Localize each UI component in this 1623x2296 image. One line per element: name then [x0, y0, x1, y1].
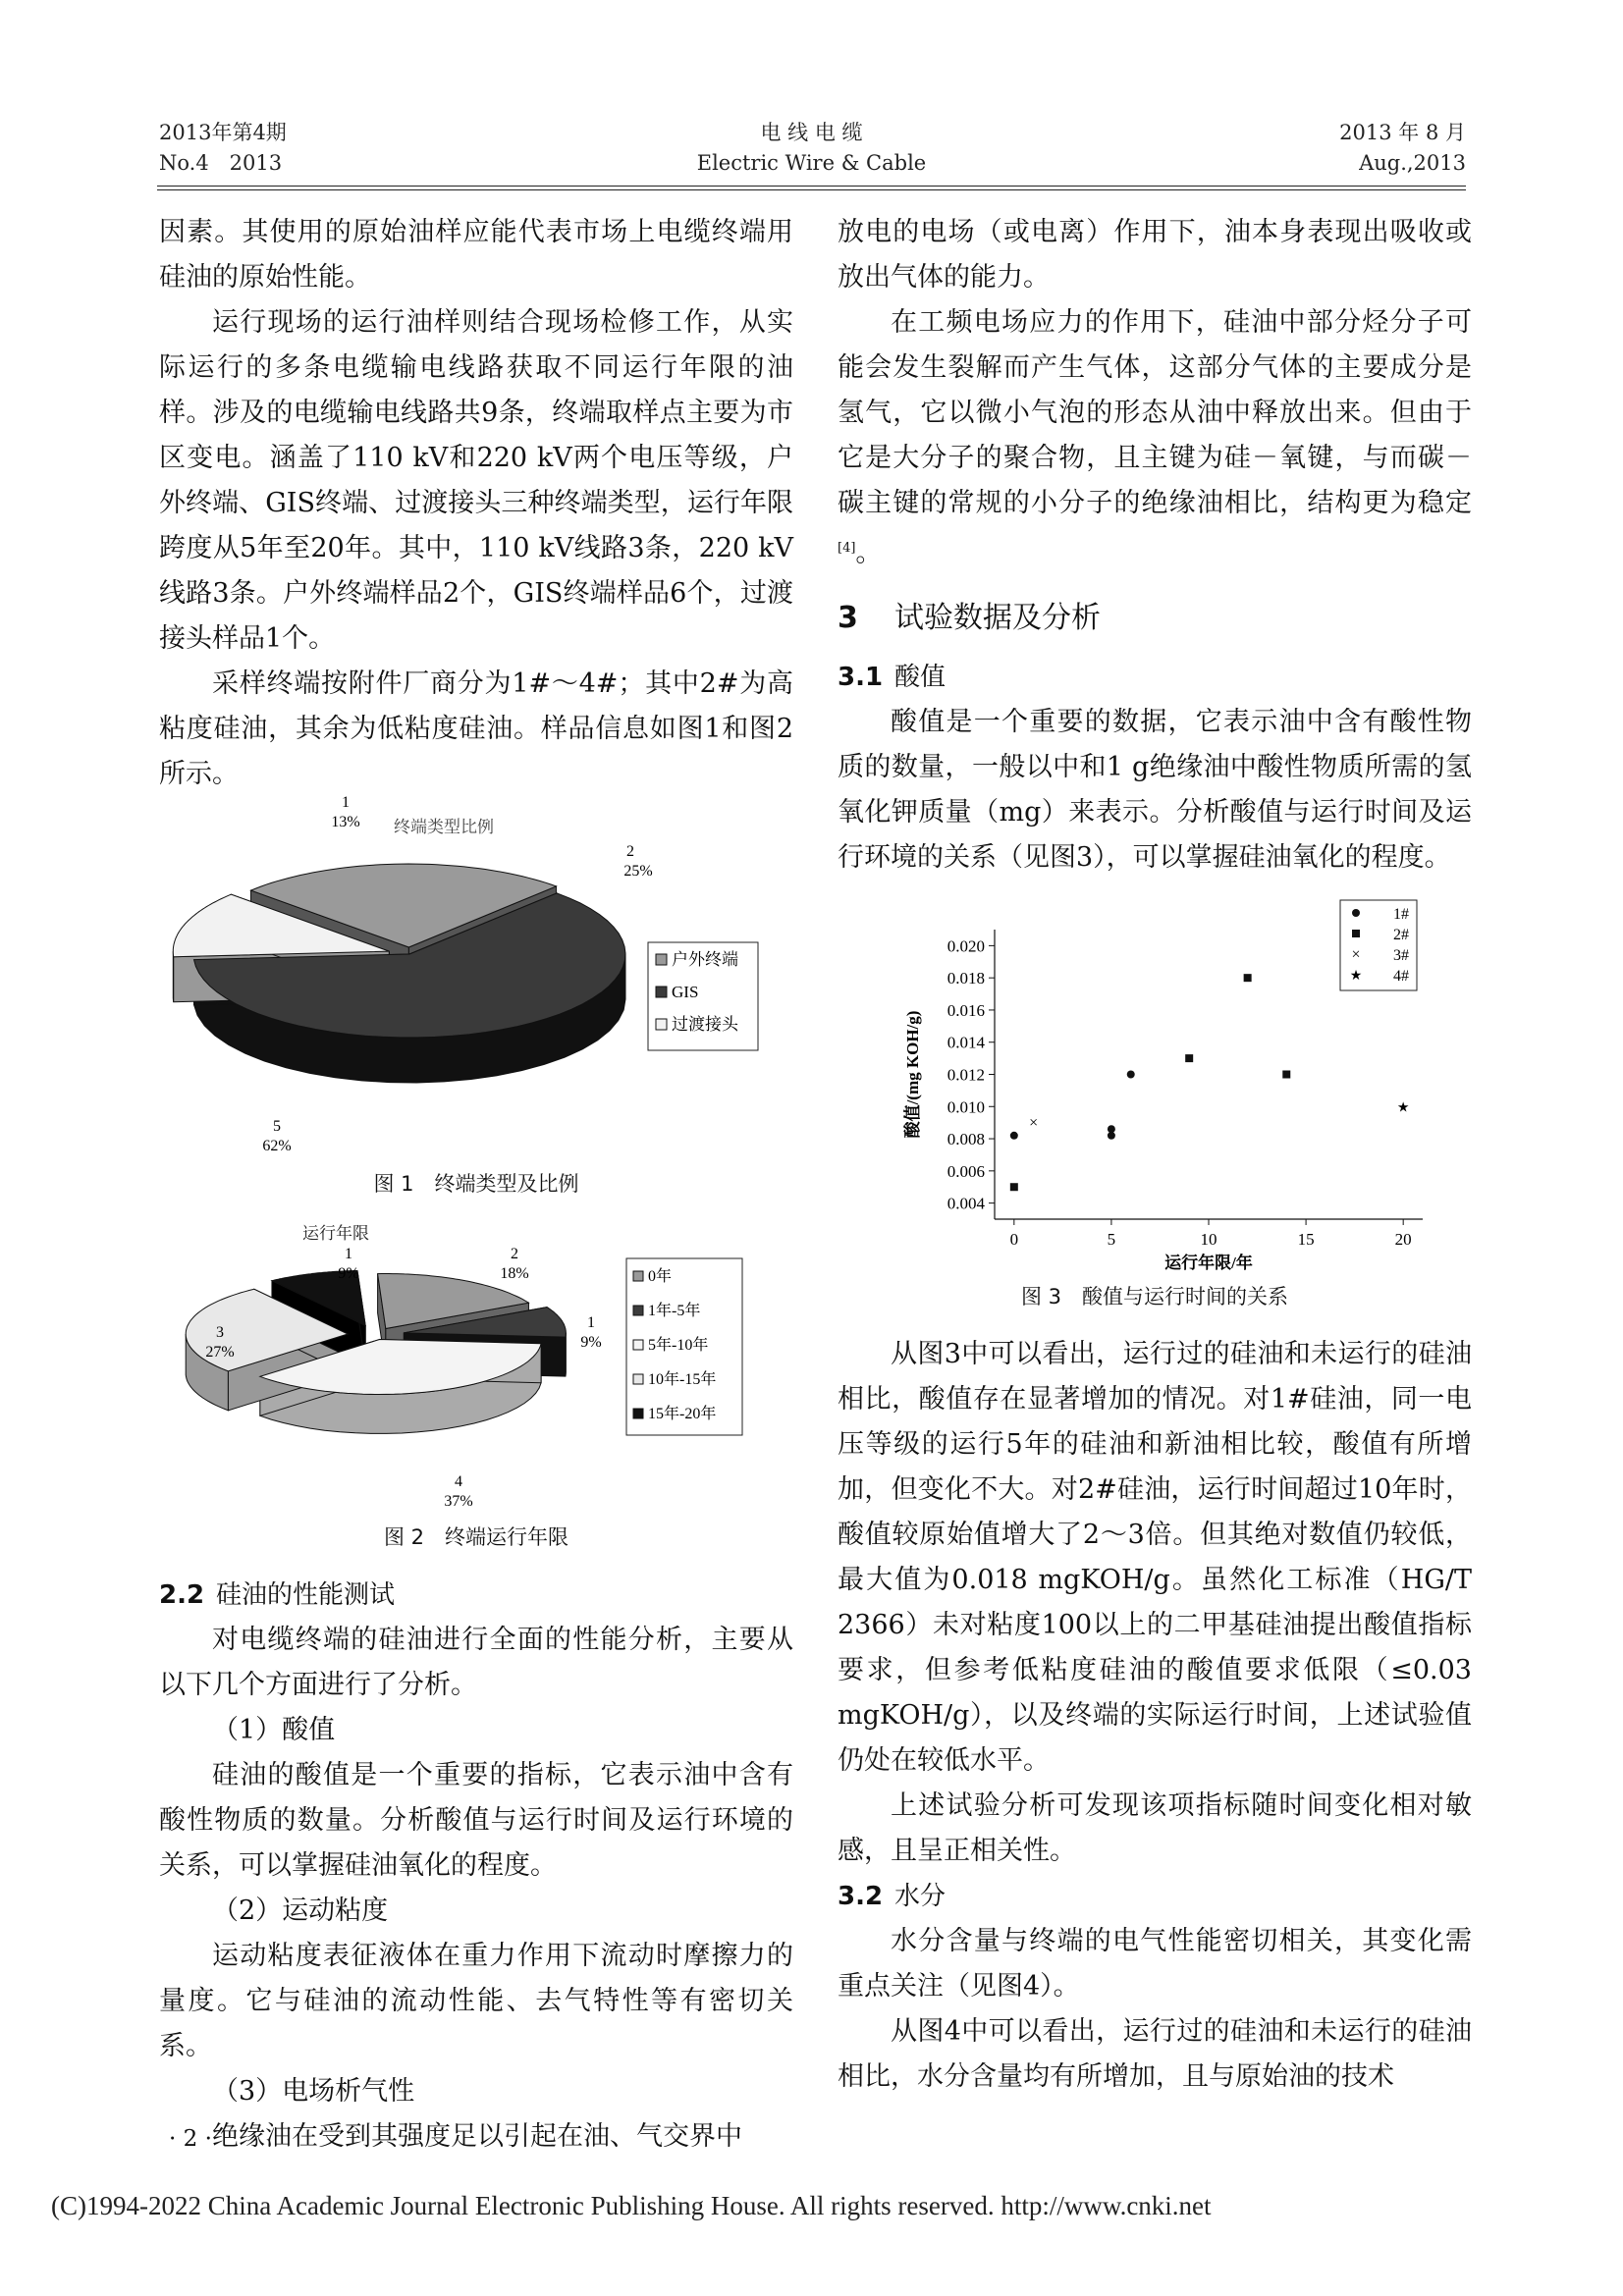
header-rule-bottom [157, 189, 1466, 190]
slice-label-percent: 9% [580, 1334, 602, 1351]
paragraph: 硅油的酸值是一个重要的指标，它表示油中含有酸性物质的数量。分析酸值与运行时间及运行环境的关系，可以掌握硅油氧化的程度。 [159, 1760, 793, 1881]
figure-1-caption: 图 1 终端类型及比例 [373, 1172, 579, 1196]
paragraph: 放电的电场（或电离）作用下，油本身表现出吸收或放出气体的能力。 [838, 217, 1472, 293]
slice-label-percent: 18% [500, 1265, 529, 1282]
x-axis-label: 运行年限/年 [1164, 1254, 1253, 1272]
slice-label-percent: 25% [623, 863, 653, 880]
figure-2-caption: 图 2 终端运行年限 [383, 1525, 569, 1549]
paragraph: 酸值是一个重要的数据，它表示油中含有酸性物质的数量，一般以中和1 g绝缘油中酸性物质所需的氢氧化钾质量（mg）来表示。分析酸值与运行时间及运行环境的关系（见图3），可以掌握硅油氧化的程度。 [838, 707, 1472, 873]
legend-swatch [633, 1374, 643, 1384]
paragraph: 水分含量与终端的电气性能密切相关，其变化需重点关注（见图4）。 [838, 1926, 1472, 2002]
legend-entry: 4# [1393, 968, 1409, 985]
data-point [1352, 909, 1360, 917]
x-tick-label: 20 [1394, 1230, 1412, 1249]
paragraph: 运动粘度表征液体在重力作用下流动时摩擦力的量度。它与硅油的流动性能、去气特性等有密切关系。 [159, 1941, 793, 2061]
slice-label-percent: 13% [331, 814, 360, 830]
legend-swatch [656, 987, 667, 997]
paragraph-end: 。 [855, 538, 883, 568]
data-point [1108, 1125, 1115, 1133]
slice-label-count: 2 [511, 1246, 518, 1262]
journal-title-en: Electric Wire & Cable [696, 151, 927, 175]
legend-entry: 0年 [648, 1268, 673, 1285]
section-3-heading [838, 596, 1472, 641]
issue-cn: 2013年第4期 [159, 121, 287, 144]
legend-swatch [633, 1271, 643, 1281]
x-tick-label: 10 [1200, 1230, 1217, 1249]
copyright-footer: (C)1994-2022 China Academic Journal Electronic Publishing House. All rights reserved. http://www.cnki.net [51, 2191, 1212, 2220]
legend-swatch [633, 1340, 643, 1350]
slice-label-count: 4 [455, 1473, 462, 1490]
legend-swatch [656, 1019, 667, 1030]
paragraph: 运行现场的运行油样则结合现场检修工作，从实际运行的多条电缆输电线路获取不同运行年限的油样。涉及的电缆输电线路共9条，终端取样点主要为市区变电。涵盖了110 kV和220 kV两个电压等级，户外终端、GIS终端、过渡接头三种终端类型，运行年限跨度从5年至20年。其中，110 kV线路3条，220 kV线路3条。户外终端样品2个，GIS终端样品6个，过渡接头样品1个。 [159, 307, 793, 654]
paragraph: 绝缘油在受到其强度足以引起在油、气交界中 [212, 2121, 742, 2152]
slice-label-percent: 27% [205, 1344, 235, 1361]
x-tick-label: 0 [1009, 1230, 1019, 1249]
slice-label-count: 1 [587, 1314, 595, 1331]
legend-swatch [656, 954, 667, 965]
y-tick-label: 0.004 [947, 1194, 985, 1213]
list-item-heading: （2）运动粘度 [212, 1896, 389, 1926]
y-tick-label: 0.014 [947, 1033, 985, 1052]
data-point: ★ [1396, 1100, 1410, 1116]
journal-date [1339, 118, 1466, 179]
legend-entry: GIS [672, 983, 699, 1001]
section-title: 酸值 [894, 663, 947, 692]
x-tick-label: 5 [1107, 1230, 1116, 1249]
paragraph: 采样终端按附件厂商分为1#～4#；其中2#为高粘度硅油，其余为低粘度硅油。样品信息如图1和图2所示。 [159, 668, 793, 789]
figure-2-pie-chart [159, 1219, 793, 1514]
figure-3-scatter-plot [838, 890, 1472, 1273]
section-number: 3.2 [838, 1882, 884, 1911]
paragraph: 上述试验分析可发现该项指标随时间变化相对敏感，且呈正相关性。 [838, 1790, 1472, 1866]
y-tick-label: 0.008 [947, 1130, 985, 1149]
chart-title: 终端类型比例 [394, 818, 494, 836]
journal-title-cn: 电 线 电 缆 [760, 121, 863, 144]
y-tick-label: 0.018 [947, 969, 985, 988]
slice-label-percent: 37% [444, 1493, 473, 1510]
legend-entry: 1年-5年 [648, 1303, 701, 1319]
date-cn: 2013 年 8 月 [1339, 121, 1466, 144]
y-tick-label: 0.012 [947, 1065, 985, 1085]
legend-entry: 2# [1393, 927, 1409, 943]
list-item-heading: （1）酸值 [212, 1715, 336, 1745]
figure-3-caption: 图 3 酸值与运行时间的关系 [1020, 1285, 1289, 1308]
paragraph: 对电缆终端的硅油进行全面的性能分析，主要从以下几个方面进行了分析。 [159, 1625, 793, 1700]
data-point [1127, 1071, 1135, 1079]
legend-entry: 10年-15年 [648, 1371, 717, 1388]
section-3-1-heading [838, 655, 1472, 700]
y-tick-label: 0.016 [947, 1000, 985, 1020]
legend-entry: 15年-20年 [648, 1406, 717, 1422]
slice-label-count: 2 [626, 843, 634, 860]
list-item-heading: （3）电场析气性 [212, 2076, 415, 2107]
section-title: 硅油的性能测试 [216, 1580, 396, 1610]
section-number: 3 [838, 601, 858, 635]
legend-entry: 过渡接头 [672, 1015, 738, 1034]
legend-entry: 5年-10年 [648, 1337, 709, 1354]
legend-entry: 户外终端 [672, 950, 738, 969]
chart-title: 运行年限 [302, 1224, 369, 1243]
citation-ref[interactable]: [4] [838, 541, 856, 556]
date-en: Aug.,2013 [1359, 151, 1466, 175]
x-tick-label: 15 [1297, 1230, 1315, 1249]
data-point [1010, 1183, 1018, 1191]
data-point: × [1351, 946, 1361, 963]
paragraph-text: 在工频电场应力的作用下，硅油中部分烃分子可能会发生裂解而产生气体，这部分气体的主要成分是氢气，它以微小气泡的形态从油中释放出来。但由于它是大分子的聚合物，且主键为硅－氧键，与而碳－碳主键的常规的小分子的绝缘油相比，结构更为稳定 [838, 307, 1472, 518]
slice-label-count: 3 [216, 1324, 224, 1341]
y-axis-label: 酸值/(mg KOH/g) [903, 1010, 922, 1139]
data-point [1185, 1054, 1193, 1062]
data-point [1352, 930, 1360, 937]
data-point [1244, 974, 1252, 982]
slice-label-percent: 9% [338, 1265, 359, 1282]
header-rule-top [157, 186, 1466, 187]
section-title: 水分 [894, 1882, 947, 1911]
page-number: · 2 · [169, 2126, 212, 2152]
issue-en: No.4 2013 [159, 151, 283, 175]
paragraph: 从图4中可以看出，运行过的硅油和未运行的硅油相比，水分含量均有所增加，且与原始油的技术 [838, 2016, 1472, 2092]
slice-label-percent: 62% [262, 1138, 292, 1154]
data-point: ★ [1349, 969, 1363, 984]
paragraph [838, 300, 1472, 576]
section-number: 2.2 [159, 1580, 205, 1610]
left-column [159, 210, 793, 2160]
slice-label-count: 5 [273, 1118, 281, 1135]
slice-label-count: 1 [342, 794, 350, 811]
y-tick-label: 0.020 [947, 936, 985, 956]
y-tick-label: 0.010 [947, 1097, 985, 1117]
section-3-2-heading [838, 1874, 1472, 1919]
slice-label-count: 1 [345, 1246, 352, 1262]
legend-entry: 1# [1393, 906, 1409, 923]
data-point [1010, 1132, 1018, 1140]
paragraph: 因素。其使用的原始油样应能代表市场上电缆终端用硅油的原始性能。 [159, 217, 793, 293]
legend-swatch [633, 1409, 643, 1418]
paragraph: 从图3中可以看出，运行过的硅油和未运行的硅油相比，酸值存在显著增加的情况。对1#硅油，同一电压等级的运行5年的硅油和新油相比较，酸值有所增加，但变化不大。对2#硅油，运行时间超过10年时，酸值较原始值增大了2～3倍。但其绝对数值仍较低，最大值为0.018 mgKOH/g。虽然化工标准（HG/T 2366）未对粘度100以上的二甲基硅油提出酸值指标要求，但参考低粘度硅油的酸值要求低限（≤0.03 mgKOH/g），以及终端的实际运行时间，上述试验值仍处在较低水平。 [838, 1339, 1472, 1776]
data-point: × [1029, 1114, 1039, 1132]
legend-entry: 3# [1393, 947, 1409, 964]
legend-swatch [633, 1306, 643, 1315]
right-column [838, 210, 1472, 2100]
section-2-2-heading [159, 1573, 793, 1618]
section-title: 试验数据及分析 [894, 601, 1101, 635]
section-number: 3.1 [838, 663, 884, 692]
figure-1-pie-chart [159, 794, 793, 1160]
y-tick-label: 0.006 [947, 1161, 985, 1181]
data-point [1282, 1071, 1290, 1079]
